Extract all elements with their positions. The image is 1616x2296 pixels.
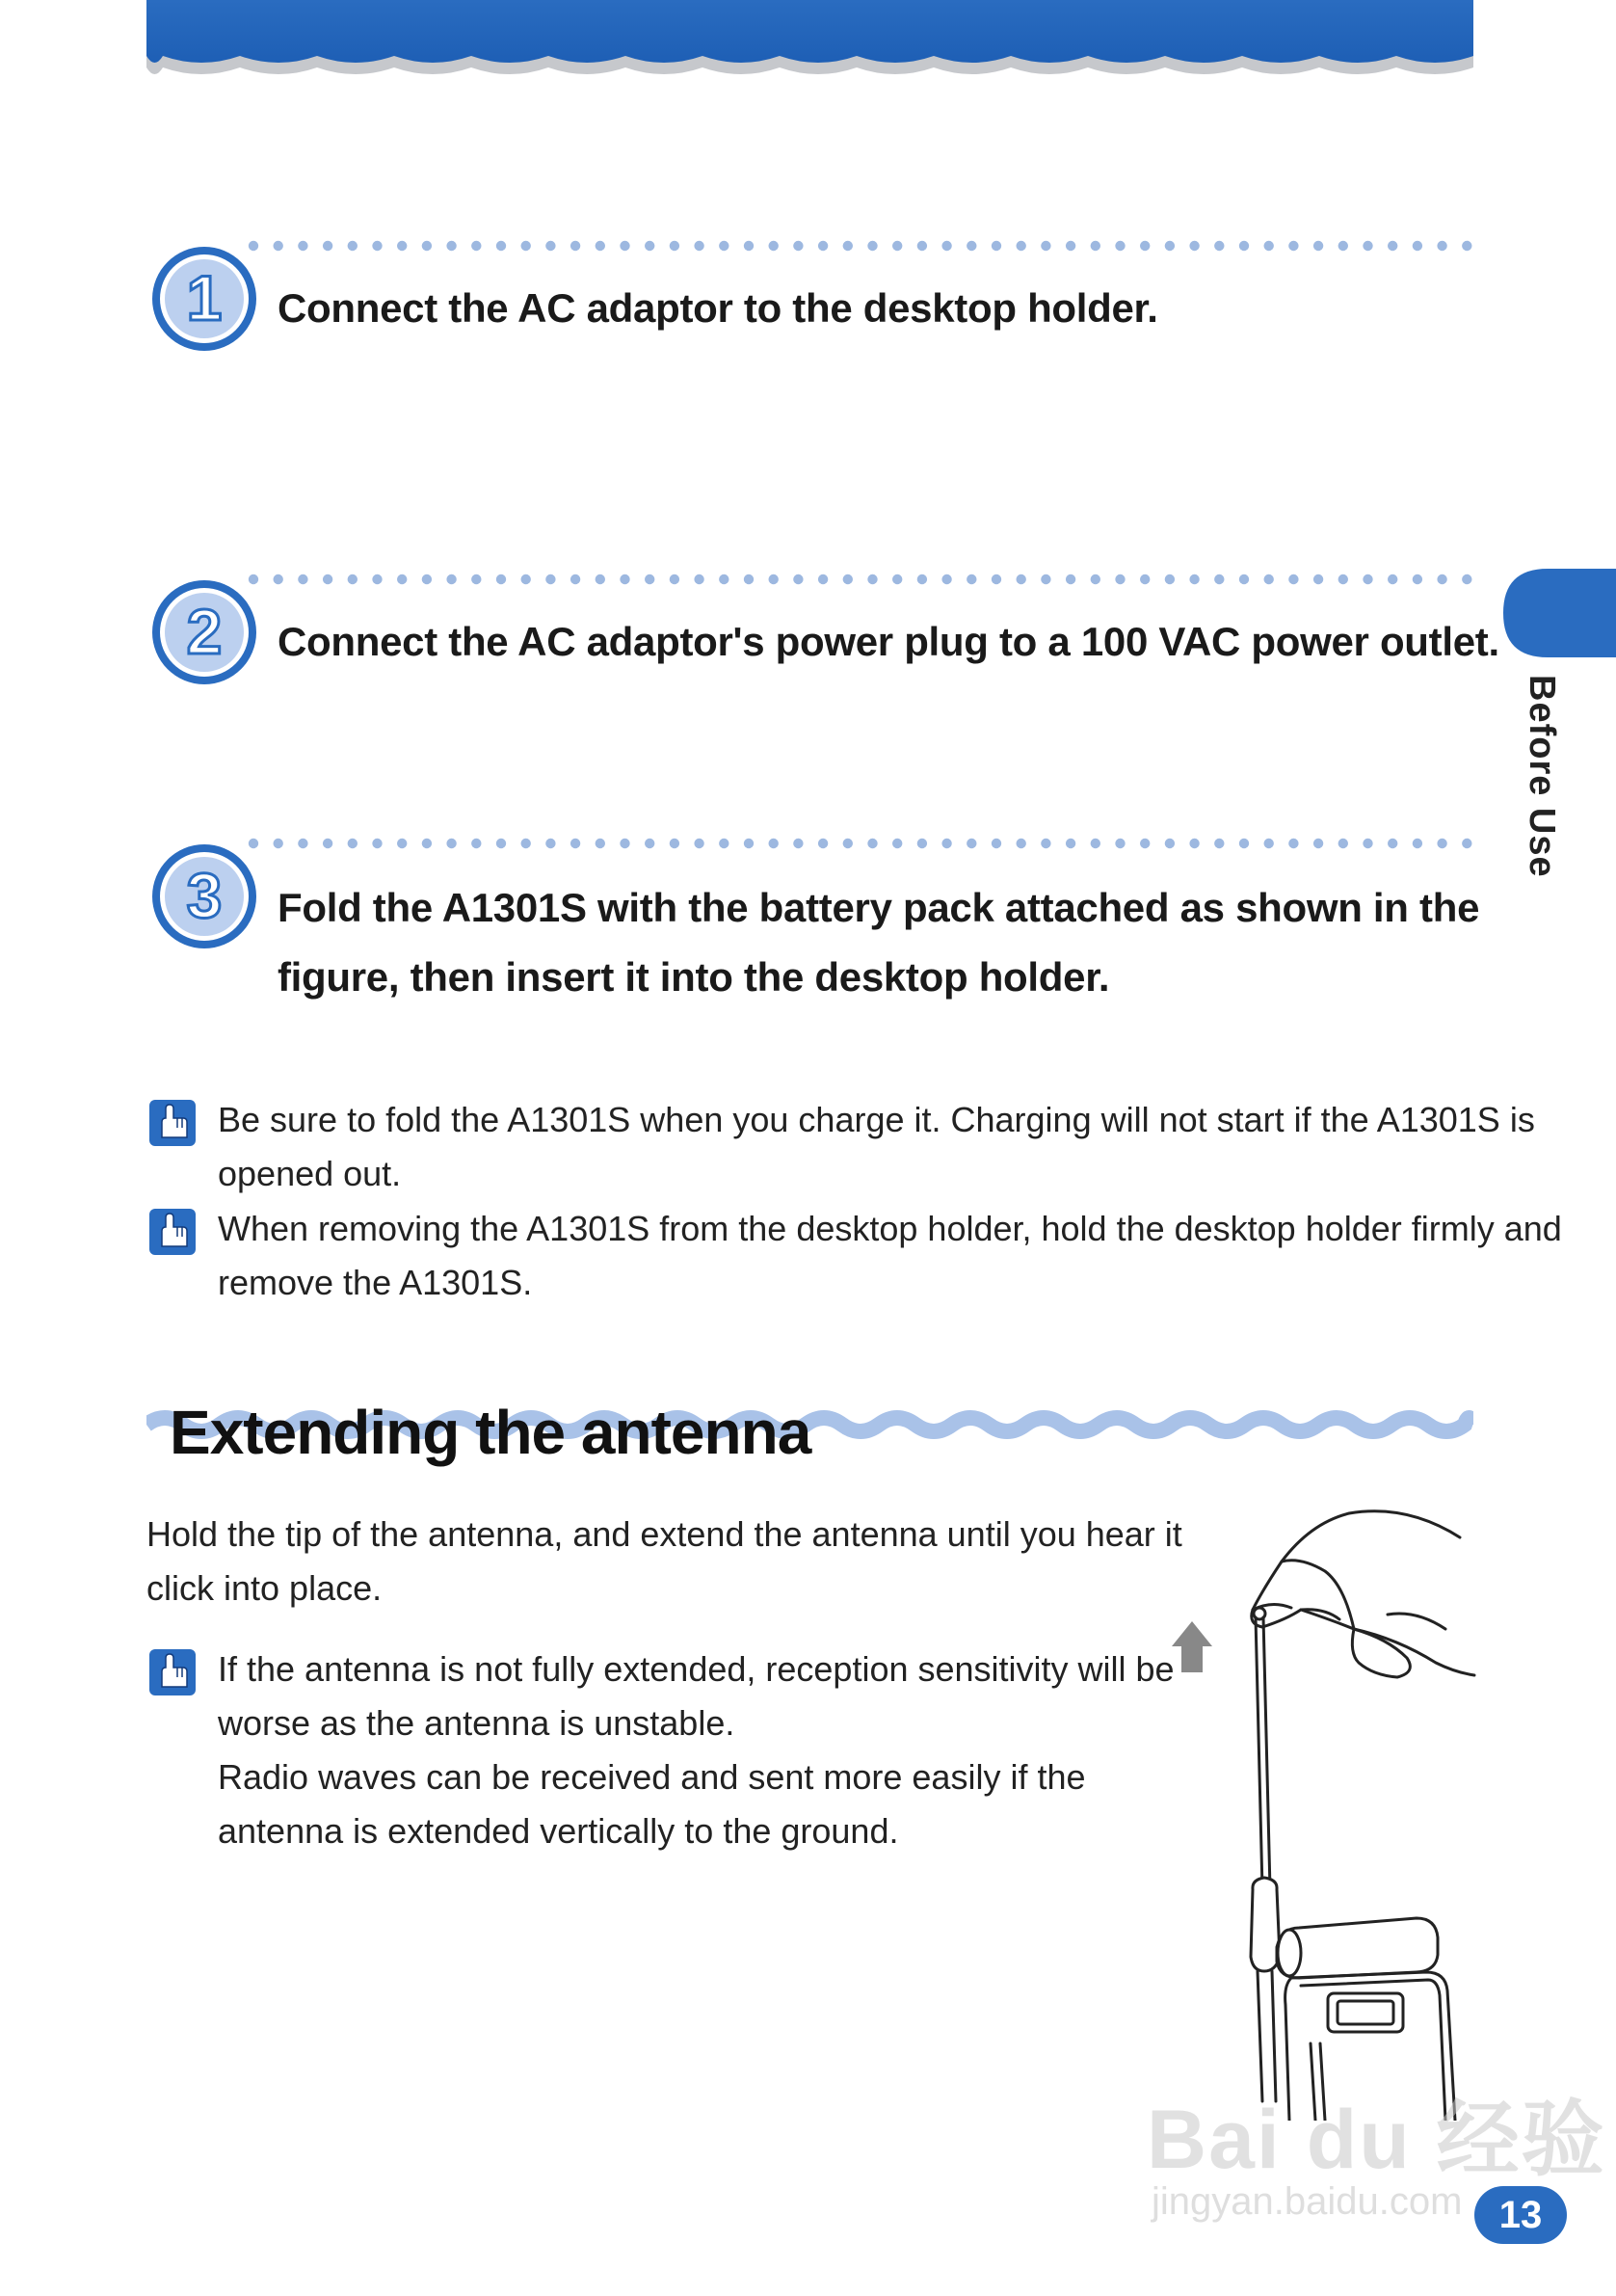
- step-number: 3: [186, 860, 223, 931]
- note-2-line2: remove the A1301S.: [218, 1263, 533, 1302]
- step-number-badge: [148, 841, 260, 952]
- antenna-note-line1: If the antenna is not fully extended, reception sensitivity will be: [218, 1649, 1175, 1689]
- dotted-divider: [247, 573, 1473, 586]
- note-1-line1: Be sure to fold the A1301S when you charge it. Charging will not start if the A1301S is: [218, 1100, 1535, 1139]
- watermark-url: jingyan.baidu.com: [1152, 2180, 1463, 2223]
- watermark-logo: Bai du 经验: [1147, 2094, 1606, 2186]
- side-tab-label: Before Use: [1522, 675, 1562, 878]
- dotted-divider: [247, 837, 1473, 850]
- pointing-hand-icon: [148, 1208, 197, 1256]
- antenna-body-line2: click into place.: [146, 1568, 383, 1608]
- antenna-note-line2: worse as the antenna is unstable.: [218, 1703, 735, 1743]
- note-1-line2: opened out.: [218, 1154, 402, 1193]
- step-3-text-line1: Fold the A1301S with the battery pack attached as shown in the: [278, 885, 1480, 930]
- dotted-divider: [247, 239, 1473, 253]
- page-number: 13: [1474, 2186, 1567, 2244]
- section-heading: Extending the antenna: [170, 1398, 811, 1467]
- up-arrow-icon: [1172, 1621, 1212, 1672]
- step-number-badge: [148, 243, 260, 355]
- step-number: 2: [186, 596, 223, 667]
- step-2-text: Connect the AC adaptor's power plug to a 100 VAC power outlet.: [278, 619, 1499, 664]
- side-tab: [1503, 569, 1616, 657]
- note-2-line1: When removing the A1301S from the desktop holder, hold the desktop holder firmly and: [218, 1209, 1562, 1248]
- step-3-text-line2: figure, then insert it into the desktop holder.: [278, 954, 1110, 1000]
- antenna-note-line4: antenna is extended vertically to the ground.: [218, 1811, 899, 1851]
- step-1-text: Connect the AC adaptor to the desktop holder.: [278, 285, 1158, 331]
- step-number: 1: [186, 262, 223, 334]
- pointing-hand-icon: [148, 1099, 197, 1147]
- top-banner: [146, 0, 1473, 96]
- antenna-body-line1: Hold the tip of the antenna, and extend the antenna until you hear it: [146, 1514, 1182, 1554]
- step-number-badge: [148, 576, 260, 688]
- antenna-illustration: [1156, 1504, 1484, 2121]
- pointing-hand-icon: [148, 1648, 197, 1696]
- antenna-note-line3: Radio waves can be received and sent more easily if the: [218, 1757, 1086, 1797]
